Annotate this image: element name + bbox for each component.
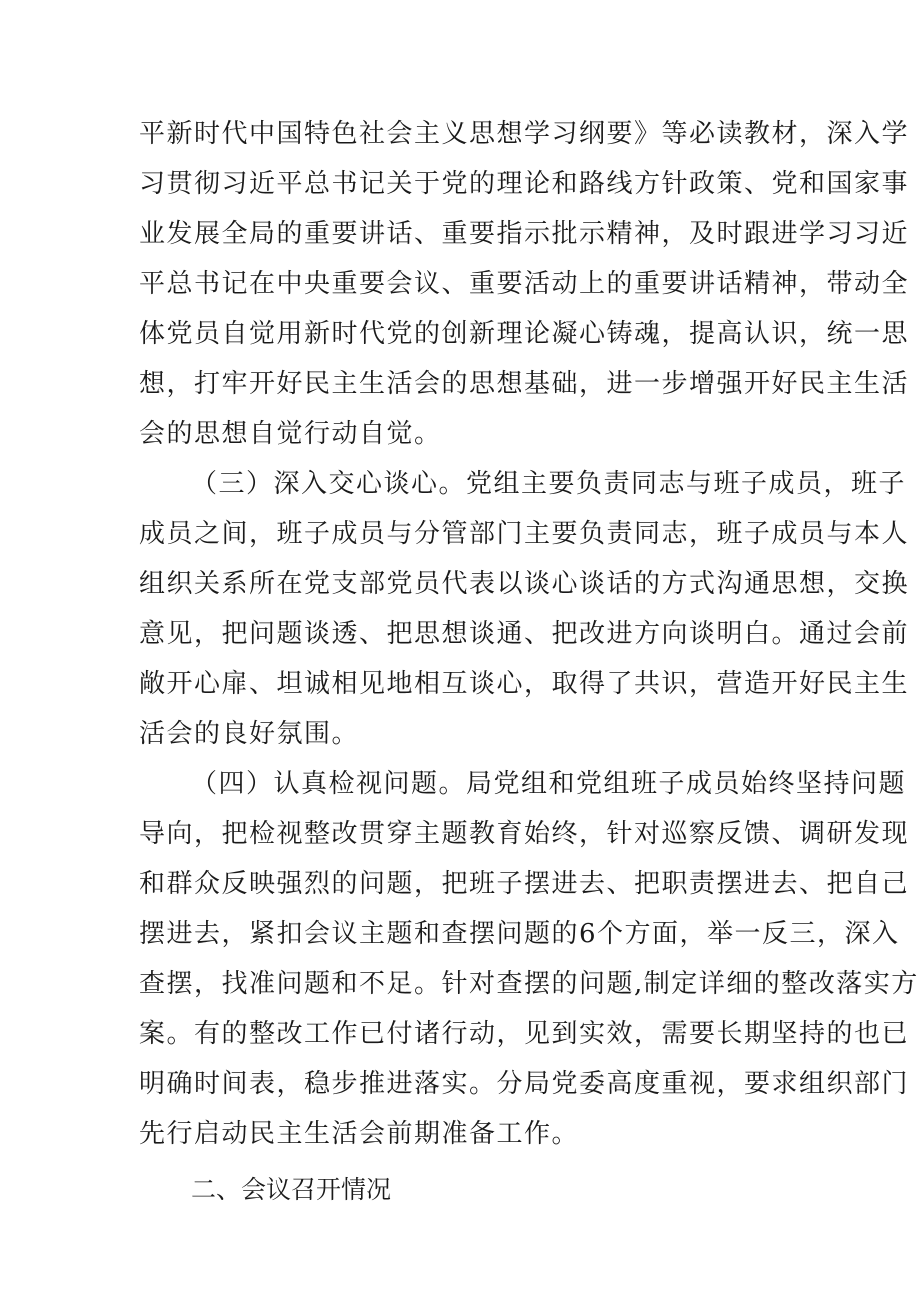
text-line: 意见，把问题谈透、把思想谈通、把改进方向谈明白。通过会前: [139, 619, 910, 649]
text-line: 导向，把检视整改贯穿主题教育始终，针对巡察反馈、调研发现: [139, 819, 910, 849]
text-line: 先行启动民主生活会前期准备工作。: [139, 1119, 580, 1149]
text-line: 想，打牢开好民主生活会的思想基础，进一步增强开好民主生活: [139, 369, 910, 399]
text-line: 和群众反映强烈的问题，把班子摆进去、把职责摆进去、把自己: [139, 869, 910, 899]
section-heading: 二、会议召开情况: [191, 1175, 392, 1204]
text-line: 习贯彻习近平总书记关于党的理论和路线方针政策、党和国家事: [139, 169, 910, 199]
text-line: 业发展全局的重要讲话、重要指示批示精神，及时跟进学习习近: [139, 219, 910, 249]
text-line: 敞开心扉、坦诚相见地相互谈心，取得了共识，营造开好民主生: [139, 669, 910, 699]
text-line: 平新时代中国特色社会主义思想学习纲要》等必读教材，深入学: [139, 119, 910, 149]
text-line: 成员之间，班子成员与分管部门主要负责同志，班子成员与本人: [139, 519, 910, 549]
text-line: 明确时间表，稳步推进落实。分局党委高度重视，要求组织部门: [139, 1069, 910, 1099]
text-line: 会的思想自觉行动自觉。: [139, 419, 442, 449]
text-line: 活会的良好氛围。: [139, 719, 360, 749]
text-line: 案。有的整改工作已付诸行动，见到实效，需要长期坚持的也已: [139, 1019, 910, 1049]
text-line: 摆进去，紧扣会议主题和查摆问题的6个方面，举一反三，深入: [139, 919, 900, 949]
text-line: （四）认真检视问题。局党组和党组班子成员始终坚持问题: [191, 769, 907, 799]
text-line: 组织关系所在党支部党员代表以谈心谈话的方式沟通思想，交换: [139, 569, 910, 599]
text-line: 平总书记在中央重要会议、重要活动上的重要讲话精神，带动全: [139, 269, 910, 299]
text-line: 查摆，找准问题和不足。针对查摆的问题,制定详细的整改落实方: [139, 969, 919, 999]
text-line: （三）深入交心谈心。党组主要负责同志与班子成员，班子: [191, 469, 907, 499]
text-line: 体党员自觉用新时代党的创新理论凝心铸魂，提高认识，统一思: [139, 319, 910, 349]
